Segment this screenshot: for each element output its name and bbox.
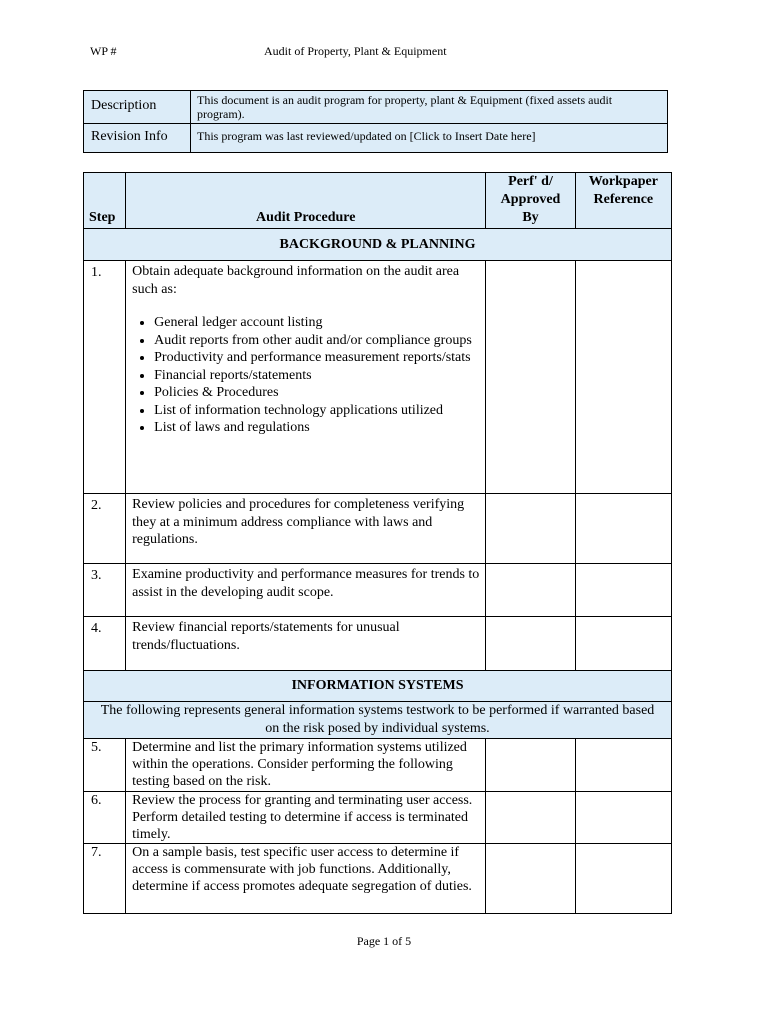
- performed-by-cell[interactable]: [486, 844, 575, 914]
- section-header-row: [84, 229, 672, 261]
- step-number: 2.: [84, 494, 126, 564]
- description-text: This document is an audit program for property, plant & Equipment (fixed assets audit program).: [191, 91, 668, 124]
- table-header-row: [84, 173, 672, 229]
- workpaper-reference-cell[interactable]: [575, 261, 671, 494]
- revision-text[interactable]: This program was last reviewed/updated on [Click to Insert Date here]: [191, 124, 668, 153]
- performed-by-cell[interactable]: [486, 792, 575, 844]
- workpaper-reference-cell[interactable]: [575, 792, 671, 844]
- section-note: The following represents general information systems testwork to be performed if warranted based on the risk posed by individual systems.: [84, 702, 672, 739]
- page-number: Page 1 of 5: [356, 934, 412, 948]
- step-number: 6.: [84, 792, 126, 844]
- list-item: • List of laws and regulations: [154, 419, 479, 437]
- workpaper-number-label: WP #: [90, 44, 117, 58]
- document-title: Audit of Property, Plant & Equipment: [264, 44, 447, 58]
- list-item: • General ledger account listing: [154, 314, 479, 332]
- audit-procedures-table: [83, 172, 672, 914]
- performed-by-cell[interactable]: [486, 564, 575, 617]
- step-procedure: Review policies and procedures for completeness verifying they at a minimum address compliance with laws and regulations.: [126, 494, 486, 564]
- table-row: [84, 739, 672, 792]
- document-info-table: [83, 90, 668, 153]
- table-row: [84, 844, 672, 914]
- step-procedure: Determine and list the primary information systems utilized within the operations. Consider performing the following testing based on the risk.: [126, 739, 486, 792]
- performed-by-cell[interactable]: [486, 739, 575, 792]
- section-header-row: [84, 671, 672, 702]
- procedure-column-header: Audit Procedure: [126, 173, 486, 229]
- step-number: 4.: [84, 617, 126, 671]
- performed-by-cell[interactable]: [486, 617, 575, 671]
- workpaper-reference-cell[interactable]: [575, 844, 671, 914]
- wp-header-line2: Reference: [593, 192, 654, 207]
- table-row: [84, 792, 672, 844]
- description-row: [84, 91, 668, 124]
- step-column-header: Step: [84, 173, 126, 229]
- table-row: [84, 564, 672, 617]
- step-number: 5.: [84, 739, 126, 792]
- list-item: • Productivity and performance measurement reports/stats: [154, 349, 479, 367]
- step-procedure: On a sample basis, test specific user access to determine if access is commensurate with job functions. Additionally, determine if access promotes adequate segregation of duties.: [126, 844, 486, 914]
- description-label: Description: [84, 91, 191, 124]
- workpaper-reference-column-header: [575, 173, 671, 229]
- performed-by-cell[interactable]: [486, 494, 575, 564]
- list-item: • Audit reports from other audit and/or compliance groups: [154, 332, 479, 350]
- step-procedure: Review the process for granting and terminating user access. Perform detailed testing to determine if access is terminated timely.: [126, 792, 486, 844]
- section-note-row: [84, 702, 672, 739]
- table-row: [84, 494, 672, 564]
- background-info-list: [132, 314, 479, 437]
- step-procedure: Review financial reports/statements for unusual trends/fluctuations.: [126, 617, 486, 671]
- step-number: 3.: [84, 564, 126, 617]
- list-item: • Financial reports/statements: [154, 367, 479, 385]
- step-procedure: Examine productivity and performance measures for trends to assist in the developing audit scope.: [126, 564, 486, 617]
- perf-header-line2: Approved: [500, 192, 561, 207]
- section-title-information-systems: INFORMATION SYSTEMS: [84, 671, 672, 702]
- perf-header-line3: By: [522, 210, 539, 225]
- workpaper-reference-cell[interactable]: [575, 617, 671, 671]
- step-number: 7.: [84, 844, 126, 914]
- workpaper-reference-cell[interactable]: [575, 494, 671, 564]
- perf-header-line1: Perf' d/: [508, 174, 553, 189]
- wp-header-line1: Workpaper: [588, 174, 658, 189]
- workpaper-reference-cell[interactable]: [575, 739, 671, 792]
- table-row: [84, 261, 672, 494]
- revision-label: Revision Info: [84, 124, 191, 153]
- table-row: [84, 617, 672, 671]
- section-title-background-planning: BACKGROUND & PLANNING: [84, 229, 672, 261]
- step-procedure: [126, 261, 486, 494]
- performed-by-cell[interactable]: [486, 261, 575, 494]
- revision-row: [84, 124, 668, 153]
- workpaper-reference-cell[interactable]: [575, 564, 671, 617]
- step1-intro: Obtain adequate background information on the audit area such as:: [132, 264, 460, 297]
- list-item: • List of information technology applications utilized: [154, 402, 479, 420]
- list-item: • Policies & Procedures: [154, 384, 479, 402]
- step-number: 1.: [84, 261, 126, 494]
- performed-approved-column-header: [486, 173, 575, 229]
